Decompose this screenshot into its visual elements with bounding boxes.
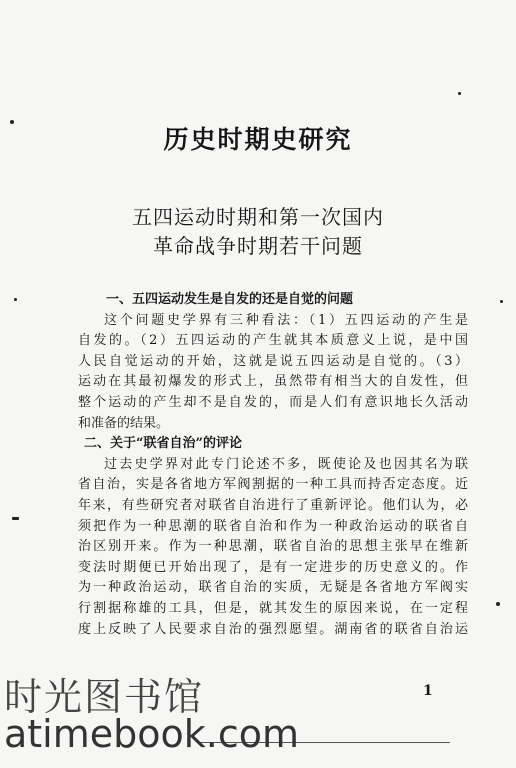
section-heading: 二、关于“联省自治”的评论: [84, 436, 242, 452]
text-line: 人民自觉运动的开始，这就是说五四运动是自觉的。（3）: [78, 353, 468, 369]
article-title-line: 五四运动时期和第一次国内: [132, 205, 384, 229]
text-line: 为一种政治运动，联省自治的实质，无疑是各省地方军阀实: [78, 580, 468, 596]
text-line: 和准备的结果。: [78, 415, 170, 431]
text-line: 运动在其最初爆发的形式上，虽然带有相当大的自发性，但: [78, 374, 468, 390]
paragraph: [78, 311, 468, 435]
text-line: 这个问题史学界有三种看法：（1）五四运动的产生是: [104, 312, 468, 328]
text-line: 行割据称雄的工具，但是，就其发生的原因来说，在一定程: [78, 600, 468, 616]
watermark-en: atimebook.com: [4, 712, 300, 756]
scan-speck: [12, 517, 19, 520]
scan-speck: [10, 120, 14, 124]
scan-speck: [500, 300, 503, 303]
text-line: 省自治，实是各省地方军阀割据的一种工具而持否定态度。近: [78, 477, 468, 493]
section-title: 历史时期史研究: [163, 125, 353, 154]
article-body: [78, 290, 468, 640]
text-line: 整个运动的产生却不是自发的，而是人们有意识地长久活动: [78, 394, 468, 410]
article-title-line: 革命战争时期若干问题: [153, 234, 363, 258]
text-line: 须把作为一种思潮的联省自治和作为一种政治运动的联省自: [78, 518, 468, 534]
text-line: 年来，有些研究者对联省自治进行了重新评论。他们认为，必: [78, 497, 468, 513]
section-heading: 一、五四运动发生是自发的还是自觉的问题: [106, 292, 354, 307]
scan-speck: [14, 298, 17, 301]
watermark-cn: 时光图书馆: [4, 675, 205, 719]
scan-speck: [458, 92, 461, 95]
page-number: 1: [423, 683, 433, 699]
text-line: 过去史学界对此专门论述不多，既使论及也因其名为联: [104, 456, 468, 472]
text-line: 变法时期便已开始出现了，是有一定进步的历史意义的。作: [78, 559, 468, 575]
paragraph: [78, 455, 468, 640]
text-line: 度上反映了人民要求自治的强烈愿望。湖南省的联省自治运: [78, 621, 468, 637]
text-line: 治区别开来。作为一种思潮，联省自治的思想主张早在维新: [78, 539, 468, 555]
article-title: [0, 203, 516, 261]
text-line: 自发的。（2）五四运动的产生就其本质意义上说，是中国: [78, 333, 468, 349]
scan-speck: [496, 602, 500, 606]
